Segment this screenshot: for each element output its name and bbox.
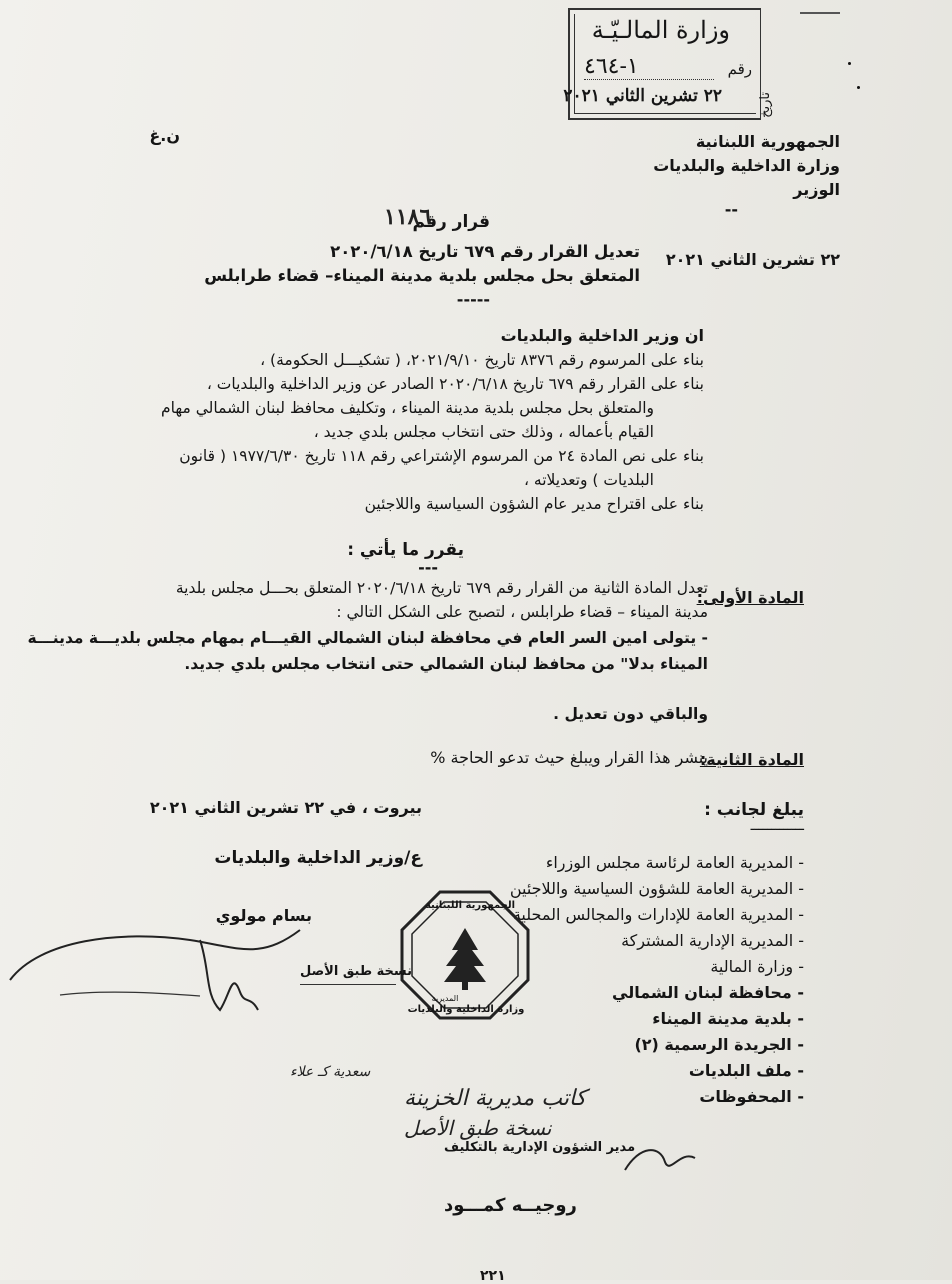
- preamble-line: بناء على القرار رقم ٦٧٩ تاريخ ٢٠٢٠/٦/١٨ الصادر عن وزير الداخلية والبلديات ،: [206, 375, 704, 393]
- counter-signature: سعدية كـ علاء: [290, 1064, 371, 1080]
- seal-ring-text: الجمهورية اللبنانية: [424, 900, 516, 911]
- preamble-line: بناء على نص المادة ٢٤ من المرسوم الإشتراعي رقم ١١٨ تاريخ ١٩٧٧/٦/٣٠ ( قانون: [179, 447, 704, 465]
- seal-bottom-text: وزارة الداخلية والبلديات: [407, 1004, 525, 1015]
- preamble-line: بناء على المرسوم رقم ٨٣٧٦ تاريخ ٢٠٢١/٩/١٠، ( تشكيـــل الحكومة) ،: [260, 351, 704, 369]
- article1-bold-line: - يتولى امين السر العام في محافظة لبنان الشمالي القيـــام بمهام مجلس بلديـــة مدينـــة: [27, 629, 708, 647]
- distribution-item: - وزارة المالية: [710, 957, 804, 976]
- decision-title-line1: تعديل القرار رقم ٦٧٩ تاريخ ٢٠٢٠/٦/١٨: [330, 242, 640, 261]
- stamp-ministry: وزارة المالـيّـة: [591, 16, 730, 44]
- article2-text: ينشر هذا القرار ويبلغ حيث تدعو الحاجة %: [430, 748, 708, 767]
- article1-bold-line: الميناء بدلا" من محافظ لبنان الشمالي حتى انتخاب مجلس بلدي جديد.: [184, 655, 708, 673]
- article1-line: تعدل المادة الثانية من القرار رقم ٦٧٩ تاريخ ٢٠٢٠/٦/١٨ المتعلق بحـــل مجلس بلدية: [175, 579, 708, 597]
- true-copy-stamp: نسخة طبق الأصل: [300, 964, 412, 979]
- distribution-item: - بلدية مدينة الميناء: [652, 1009, 804, 1028]
- preamble-opener: ان وزير الداخلية والبلديات: [500, 326, 704, 345]
- signature-name: بسام مولوي: [215, 906, 312, 925]
- article1-line: مدينة الميناء – قضاء طرابلس ، لتصبح على الشكل التالي :: [336, 603, 708, 621]
- handwritten-note: نسخة طبق الأصل: [404, 1116, 552, 1140]
- decision-separator: -----: [456, 290, 490, 309]
- handwritten-note: كاتب مديرية الخزينة: [404, 1086, 587, 1111]
- seal-center-line1: المديرية: [431, 994, 459, 1003]
- preamble-line: والمتعلق بحل مجلس بلدية مدينة الميناء ، وتكليف محافظ لبنان الشمالي مهام: [161, 399, 654, 417]
- distribution-item: - الجريدة الرسمية (٢): [634, 1035, 804, 1054]
- distribution-item: - المديرية العامة لرئاسة مجلس الوزراء: [545, 853, 804, 872]
- director-title: مدير الشؤون الإدارية بالتكليف: [444, 1140, 636, 1155]
- distribution-item: - المحفوظات: [699, 1087, 804, 1106]
- document-date: ٢٢ تشرين الثاني ٢٠٢١: [665, 250, 840, 269]
- stamp-number-label: رقم: [727, 60, 752, 78]
- letterhead-minister: الوزير: [793, 180, 840, 199]
- decides-separator: ---: [418, 558, 438, 577]
- article1-label: المادة الأولى:: [696, 588, 804, 607]
- decision-number-value: ١١٨٦: [384, 204, 432, 230]
- distribution-item: - المديرية العامة للشؤون السياسية واللاجئين: [509, 879, 804, 898]
- stamp-date-value: ٢٢ تشرين الثاني ٢٠٢١: [563, 86, 722, 106]
- article2-label: المادة الثانية:: [699, 750, 804, 769]
- signature-title: ع/وزير الداخلية والبلديات: [214, 848, 422, 868]
- true-copy-rule: [300, 984, 396, 985]
- signature-place-date: بيروت ، في ٢٢ تشرين الثاني ٢٠٢١: [149, 798, 422, 817]
- decision-title-line2: المتعلق بحل مجلس بلدية مدينة الميناء– قضاء طرابلس: [204, 266, 640, 285]
- distribution-item: - المديرية الإدارية المشتركة: [621, 931, 804, 950]
- letterhead-dash: --: [724, 200, 738, 219]
- decision-number-label: قرار رقم: [412, 212, 490, 232]
- stamp-number-value: ١-٤٦٤: [584, 54, 714, 80]
- footer-fragment: ٢٢١: [480, 1268, 506, 1284]
- decides-heading: يقرر ما يأتي :: [347, 540, 464, 560]
- speck: [848, 62, 851, 65]
- speck: [857, 86, 860, 89]
- director-scrawl: [620, 1140, 700, 1180]
- preamble-line: بناء على اقتراح مدير عام الشؤون السياسية واللاجئين: [364, 495, 704, 513]
- finance-ministry-stamp: [563, 8, 773, 120]
- director-name: روجيــه كمـــود: [444, 1195, 577, 1216]
- preamble-line: القيام بأعماله ، وذلك حتى انتخاب مجلس بلدي جديد ،: [313, 423, 654, 441]
- corner-mark: [800, 12, 840, 18]
- letterhead-republic: الجمهورية اللبنانية: [695, 132, 840, 151]
- stamp-date-label: تاريخ: [758, 92, 773, 118]
- preamble-line: البلديات ) وتعديلاته ،: [523, 471, 654, 489]
- distribution-item: - المديرية العامة للإدارات والمجالس المحلية: [512, 905, 804, 924]
- letterhead-ministry: وزارة الداخلية والبلديات: [653, 156, 840, 175]
- distribution-underline: ـــــــــــــ: [750, 818, 804, 834]
- distribution-item: - ملف البلديات: [688, 1061, 804, 1080]
- distribution-heading: يبلغ لجانب :: [704, 800, 804, 820]
- reference-initials: ن.غ: [149, 126, 180, 145]
- article1-remainder: والباقي دون تعديل .: [553, 705, 708, 723]
- distribution-item: - محافظة لبنان الشمالي: [612, 983, 804, 1002]
